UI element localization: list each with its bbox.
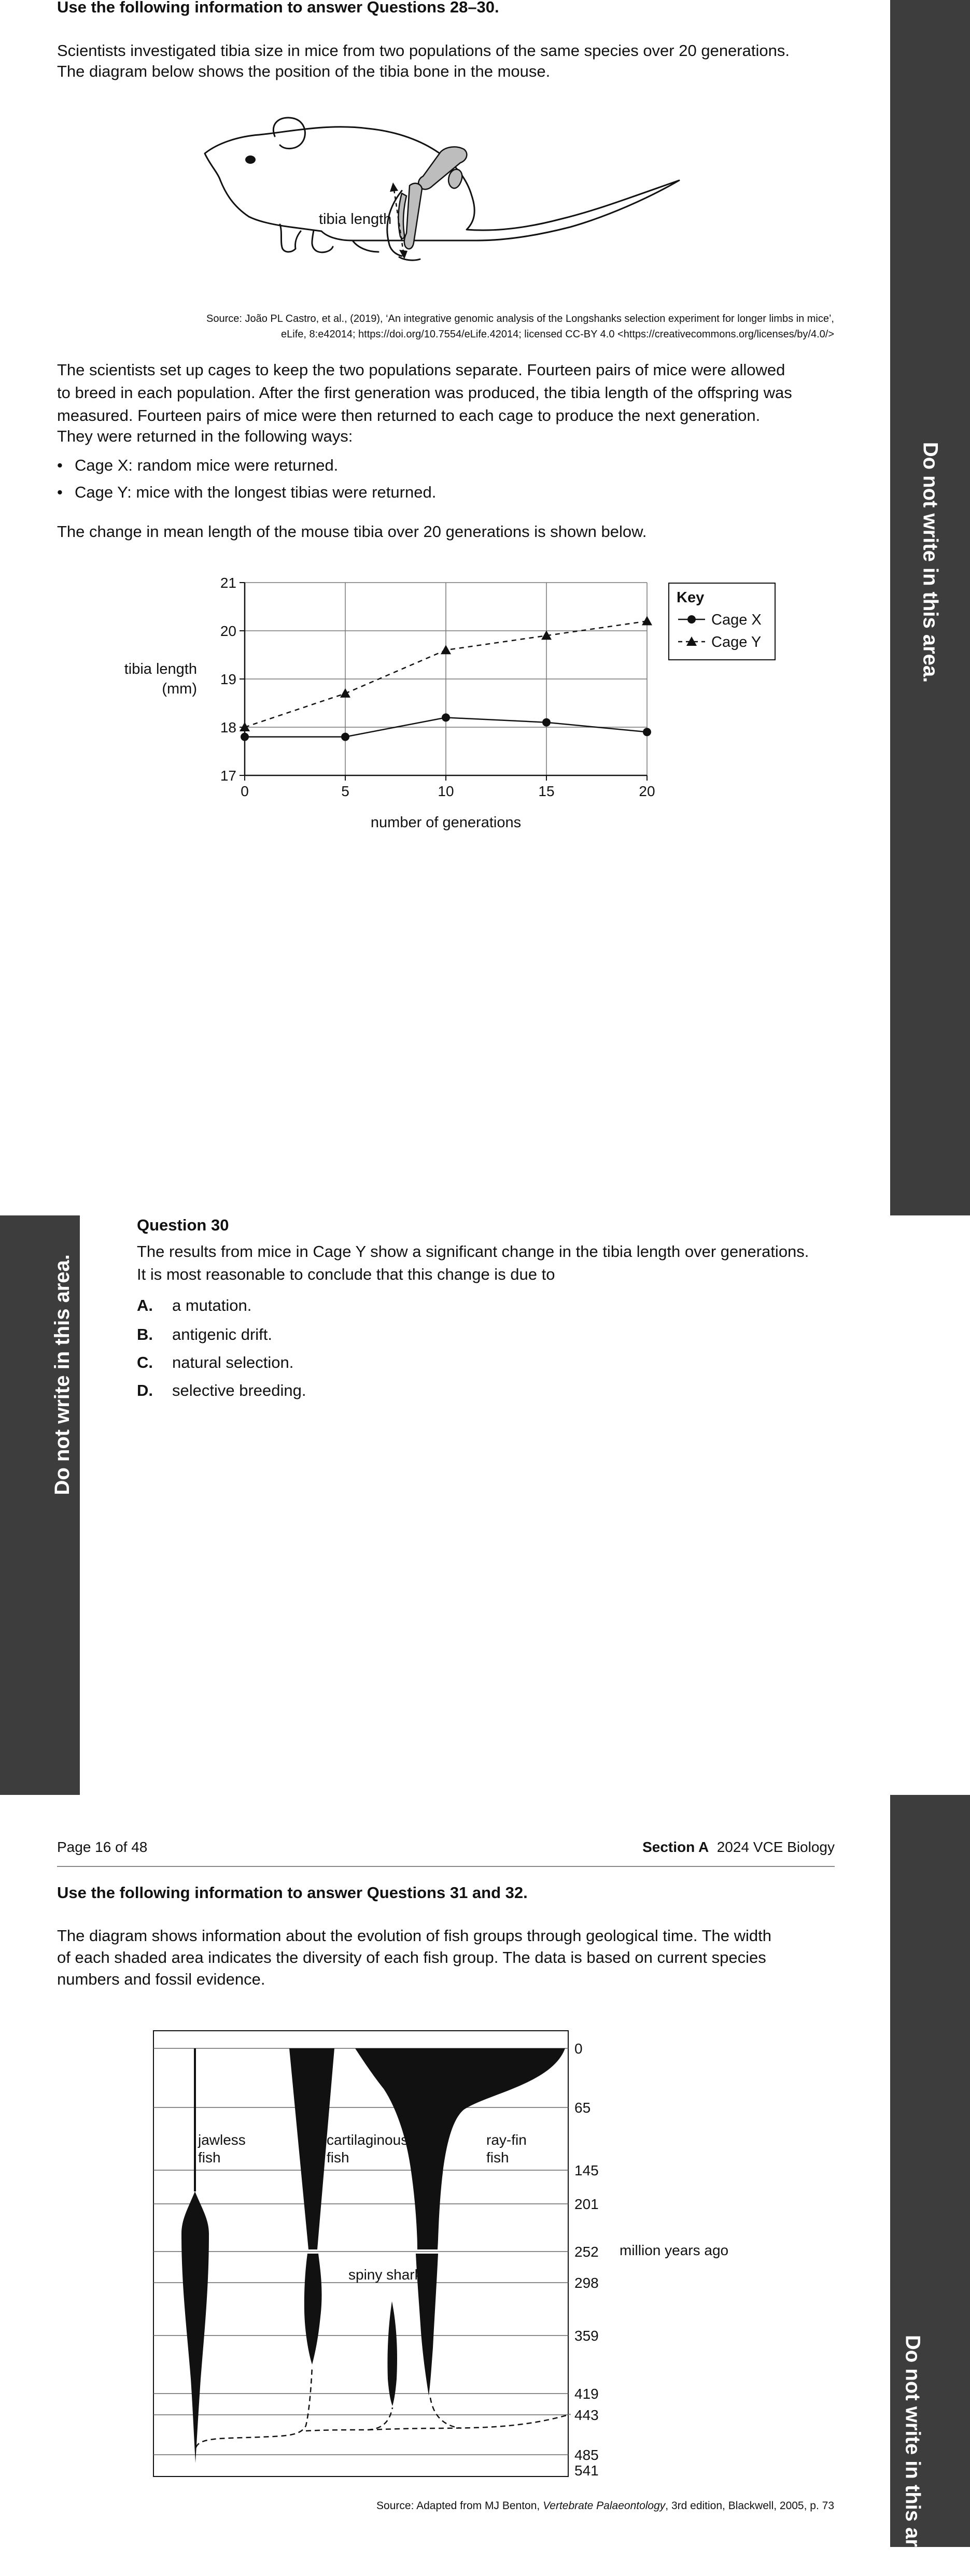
- footer-subject: 2024 VCE Biology: [716, 1839, 835, 1855]
- unit-label: million years ago: [620, 2242, 729, 2258]
- method-line-2: to breed in each population. After the first generation was produced, the tibia length of the offspring was: [57, 384, 792, 402]
- legend-label-cage-x: Cage X: [711, 612, 762, 628]
- time-label-252: 252: [574, 2244, 599, 2260]
- cartilaginous-fish-lower: [304, 2254, 322, 2365]
- pelvis-bone: [448, 169, 462, 189]
- diagram-frame: [153, 2031, 568, 2476]
- tibia-bone: [404, 183, 422, 249]
- mouse-eye: [245, 155, 256, 164]
- ancestry-dashed-line: [196, 2367, 570, 2447]
- y-tick-label: 19: [220, 671, 236, 687]
- stimulus-2-line-3: numbers and fossil evidence.: [57, 1970, 265, 1988]
- point-cage-x: [442, 713, 450, 721]
- tibia-arrow-head-top: [390, 182, 398, 192]
- y-axis-label-line-1: tibia length: [124, 661, 197, 677]
- time-label-419: 419: [574, 2386, 599, 2402]
- point-cage-y: [642, 616, 652, 625]
- rayfin-fish-label-2: fish: [486, 2149, 509, 2165]
- x-tick-label: 5: [341, 783, 349, 799]
- jawless-fish-label-2: fish: [198, 2149, 221, 2165]
- method-line-3: measured. Fourteen pairs of mice were then returned to each cage to produce the next generation.: [57, 406, 761, 424]
- time-label-298: 298: [574, 2275, 599, 2291]
- tibia-length-label: tibia length: [319, 211, 392, 228]
- option-d[interactable]: D. selective breeding.: [137, 1381, 306, 1399]
- spiny-sharks-label: spiny sharks: [348, 2267, 429, 2283]
- x-tick-label: 15: [538, 783, 555, 799]
- page-number: Page 16 of 48: [57, 1839, 148, 1855]
- mouse-source-line-1: Source: João PL Castro, et al., (2019), ‘An integrative genomic analysis of the Longshanks selection experiment for longer limbs in mice’,: [206, 313, 834, 324]
- chart-legend: [669, 583, 775, 660]
- spiny-sharks-shape: [387, 2301, 397, 2406]
- jawless-fish-shape: [181, 2191, 209, 2463]
- point-cage-x: [241, 733, 249, 741]
- point-cage-x: [542, 718, 551, 727]
- y-tick-label: 21: [220, 575, 236, 591]
- x-tick-label: 0: [241, 783, 249, 799]
- point-cage-y: [441, 645, 451, 654]
- stimulus-intro-line-2: The diagram below shows the position of the tibia bone in the mouse.: [57, 62, 551, 80]
- cartilaginous-fish-label-2: fish: [327, 2149, 349, 2165]
- time-label-485: 485: [574, 2447, 599, 2463]
- time-label-0: 0: [574, 2041, 583, 2057]
- time-label-201: 201: [574, 2196, 599, 2212]
- point-cage-y: [340, 688, 350, 698]
- legend-label-cage-y: Cage Y: [711, 634, 762, 650]
- y-axis-label-line-2: (mm): [162, 681, 197, 697]
- x-tick-label: 10: [438, 783, 454, 799]
- x-axis-label: number of generations: [370, 814, 522, 831]
- y-tick-label: 17: [220, 768, 236, 784]
- footer-divider: [57, 1866, 835, 1867]
- option-a[interactable]: A. a mutation.: [137, 1296, 252, 1314]
- method-line-4: They were returned in the following ways:: [57, 427, 353, 445]
- fish-evolution-diagram: [150, 2027, 788, 2483]
- fibula-bone: [398, 193, 406, 238]
- legend-title: Key: [677, 589, 705, 606]
- footer-section: Section A: [642, 1839, 709, 1855]
- mouse-source-line-2: eLife, 8:e42014; https://doi.org/10.7554/eLife.42014; licensed CC-BY 4.0 <https://creativecommons.org/licenses/by/4.0/>: [281, 329, 834, 340]
- option-b[interactable]: B. antigenic drift.: [137, 1325, 272, 1343]
- legend-marker-cage-x: [687, 615, 696, 624]
- rayfin-fish-label-1: ray-fin: [486, 2132, 527, 2148]
- tibia-length-chart: [109, 570, 783, 850]
- question-30-stem-line-1: The results from mice in Cage Y show a significant change in the tibia length over generations.: [137, 1242, 809, 1261]
- option-c[interactable]: C. natural selection.: [137, 1353, 294, 1371]
- y-tick-label: 18: [220, 719, 236, 735]
- question-30-title: Question 30: [137, 1216, 229, 1234]
- fish-source: Source: Adapted from MJ Benton, Vertebrate Palaeontology, 3rd edition, Blackwell, 2005, p. 73: [376, 2500, 834, 2512]
- stimulus-2-line-2: of each shaded area indicates the diversity of each fish group. The data is based on current species: [57, 1948, 766, 1966]
- y-tick-label: 20: [220, 623, 236, 639]
- x-tick-label: 20: [639, 783, 655, 799]
- bullet-cage-x: • Cage X: random mice were returned.: [57, 456, 339, 474]
- stimulus-2-heading: Use the following information to answer Questions 31 and 32.: [57, 1884, 528, 1902]
- time-label-443: 443: [574, 2407, 599, 2423]
- stimulus-heading: Use the following information to answer Questions 28–30.: [57, 0, 499, 16]
- jawless-fish-label-1: jawless: [198, 2132, 246, 2148]
- mouse-tibia-diagram: [197, 113, 695, 279]
- stimulus-intro-line-1: Scientists investigated tibia size in mice from two populations of the same species over 20 generations.: [57, 41, 790, 60]
- time-label-359: 359: [574, 2328, 599, 2344]
- question-30-stem-line-2: It is most reasonable to conclude that this change is due to: [137, 1265, 555, 1283]
- page-footer: [57, 1839, 835, 1856]
- margin-text-right-top: Do not write in this area.: [919, 442, 942, 683]
- chart-intro: The change in mean length of the mouse tibia over 20 generations is shown below.: [57, 522, 647, 541]
- time-label-65: 65: [574, 2100, 591, 2116]
- mouse-body-outline: [205, 127, 679, 240]
- bullet-cage-y: • Cage Y: mice with the longest tibias were returned.: [57, 483, 437, 501]
- cartilaginous-fish-label-1: cartilaginous: [327, 2132, 409, 2148]
- point-cage-x: [643, 728, 651, 736]
- method-line-1: The scientists set up cages to keep the two populations separate. Fourteen pairs of mice were allowed: [57, 361, 785, 379]
- stimulus-2-line-1: The diagram shows information about the evolution of fish groups through geological time. The width: [57, 1927, 772, 1945]
- margin-text-left-middle: Do not write in this area.: [51, 1254, 74, 1495]
- time-label-145: 145: [574, 2162, 599, 2178]
- time-label-541: 541: [574, 2462, 599, 2479]
- margin-text-right-bottom: Do not write in this area.: [901, 2335, 924, 2576]
- point-cage-x: [341, 733, 349, 741]
- mouse-front-foot: [312, 230, 333, 252]
- cartilaginous-fish-upper: [289, 2048, 334, 2249]
- rayfin-fish-upper: [355, 2048, 565, 2249]
